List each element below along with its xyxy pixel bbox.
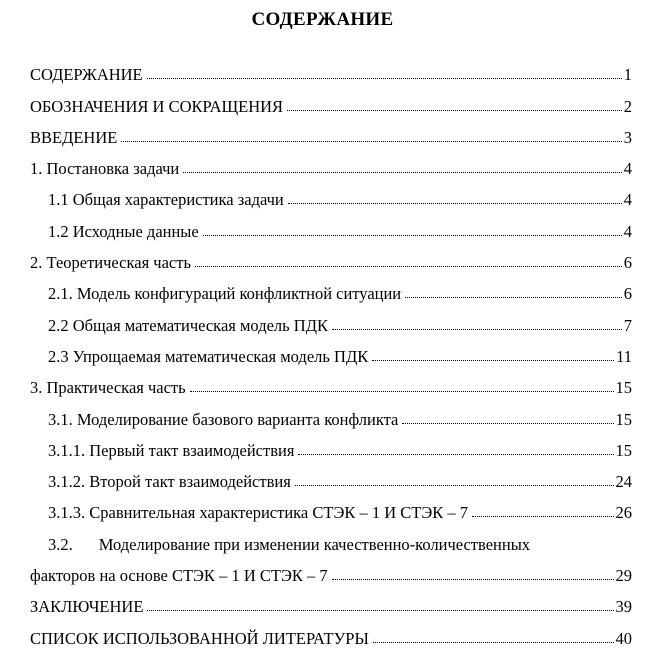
toc-entry-section-3-2-line1[interactable] [0,526,645,557]
toc-entry-label: 2.2 Общая математическая модель ПДК [48,315,328,335]
toc-entry-conclusion[interactable] [0,589,645,620]
toc-entry-introduction[interactable] [0,120,645,151]
toc-entry-section-3-1-2[interactable] [0,464,645,495]
toc-page-number: 4 [623,190,632,210]
toc-page-number: 11 [616,346,632,366]
toc-leader-dots [147,74,622,79]
toc-page-number: 7 [623,315,632,335]
toc-leader-dots [183,168,622,173]
toc-entry-section-3[interactable] [0,370,645,401]
toc-leader-dots [295,481,614,486]
toc-leader-dots [332,325,622,330]
toc-leader-dots [195,262,622,267]
toc-page-number: 6 [623,284,632,304]
page-title: СОДЕРЖАНИЕ [251,9,394,30]
table-of-contents [0,57,645,652]
toc-leader-dots [405,293,622,298]
toc-entry-section-3-1[interactable] [0,401,645,432]
toc-entry-section-3-1-3[interactable] [0,495,645,526]
toc-page-number: 15 [615,409,632,429]
toc-leader-dots [472,512,614,517]
toc-entry-label: ОБОЗНАЧЕНИЯ И СОКРАЩЕНИЯ [30,96,284,116]
toc-entry-label-line1: Моделирование при изменении качественно-количественных [98,534,531,554]
toc-leader-dots [203,231,622,236]
toc-entry-label: 3. Практическая часть [30,378,186,398]
toc-leader-dots [147,606,613,611]
toc-entry-section-3-2-line2[interactable] [0,558,645,589]
toc-entry-section-3-1-1[interactable] [0,433,645,464]
toc-entry-label: 1.2 Исходные данные [48,221,199,241]
toc-leader-dots [190,387,614,392]
toc-entry-label [48,535,530,555]
toc-leader-dots [402,419,613,424]
toc-entry-label: 2.1. Модель конфигураций конфликтной ситуации [48,284,402,304]
toc-page-number: 1 [623,65,632,85]
toc-page-number: 29 [615,566,632,586]
toc-entry-section-1[interactable] [0,151,645,182]
toc-entry-contents[interactable] [0,57,645,88]
toc-entry-label: 2.3 Упрощаемая математическая модель ПДК [48,346,369,366]
toc-entry-section-2-1[interactable] [0,276,645,307]
toc-entry-label: ЗАКЛЮЧЕНИЕ [30,597,144,617]
toc-entry-label: ВВЕДЕНИЕ [30,127,118,147]
toc-entry-label: СОДЕРЖАНИЕ [30,65,143,85]
toc-leader-dots [288,199,622,204]
toc-entry-label: 1.1 Общая характеристика задачи [48,190,284,210]
toc-page-number: 26 [615,503,632,523]
toc-leader-dots [373,638,614,643]
toc-entry-number: 3.2. [48,534,73,554]
toc-entry-label: 3.1. Моделирование базового варианта конфликта [48,409,399,429]
toc-entry-label-line2: факторов на основе СТЭК – 1 И СТЭК – 7 [30,566,328,586]
toc-page-number: 40 [615,628,632,648]
toc-entry-label: 1. Постановка задачи [30,159,180,179]
toc-entry-section-2[interactable] [0,245,645,276]
toc-leader-dots [287,106,622,111]
toc-entry-label: 3.1.3. Сравнительная характеристика СТЭК – 1 И СТЭК – 7 [48,503,468,523]
toc-page-number: 4 [623,159,632,179]
toc-page-number: 39 [615,597,632,617]
toc-entry-section-2-2[interactable] [0,307,645,338]
toc-entry-section-2-3[interactable] [0,339,645,370]
toc-entry-section-1-1[interactable] [0,182,645,213]
toc-leader-dots [332,575,614,580]
toc-leader-dots [372,356,614,361]
toc-entry-section-1-2[interactable] [0,213,645,244]
toc-page-number: 15 [615,378,632,398]
toc-entry-abbreviations[interactable] [0,88,645,119]
toc-leader-dots [298,450,613,455]
toc-leader-dots [121,137,621,142]
toc-page-number: 4 [623,221,632,241]
toc-page-number: 6 [623,253,632,273]
toc-entry-label: 3.1.2. Второй такт взаимодействия [48,472,291,492]
toc-page-number: 15 [615,440,632,460]
toc-page-number: 2 [623,96,632,116]
toc-page-number: 24 [615,472,632,492]
toc-entry-label: 3.1.1. Первый такт взаимодействия [48,440,295,460]
toc-entry-bibliography[interactable] [0,620,645,651]
toc-page-number: 3 [623,127,632,147]
toc-entry-label: СПИСОК ИСПОЛЬЗОВАННОЙ ЛИТЕРАТУРЫ [30,628,369,648]
toc-entry-label: 2. Теоретическая часть [30,253,191,273]
